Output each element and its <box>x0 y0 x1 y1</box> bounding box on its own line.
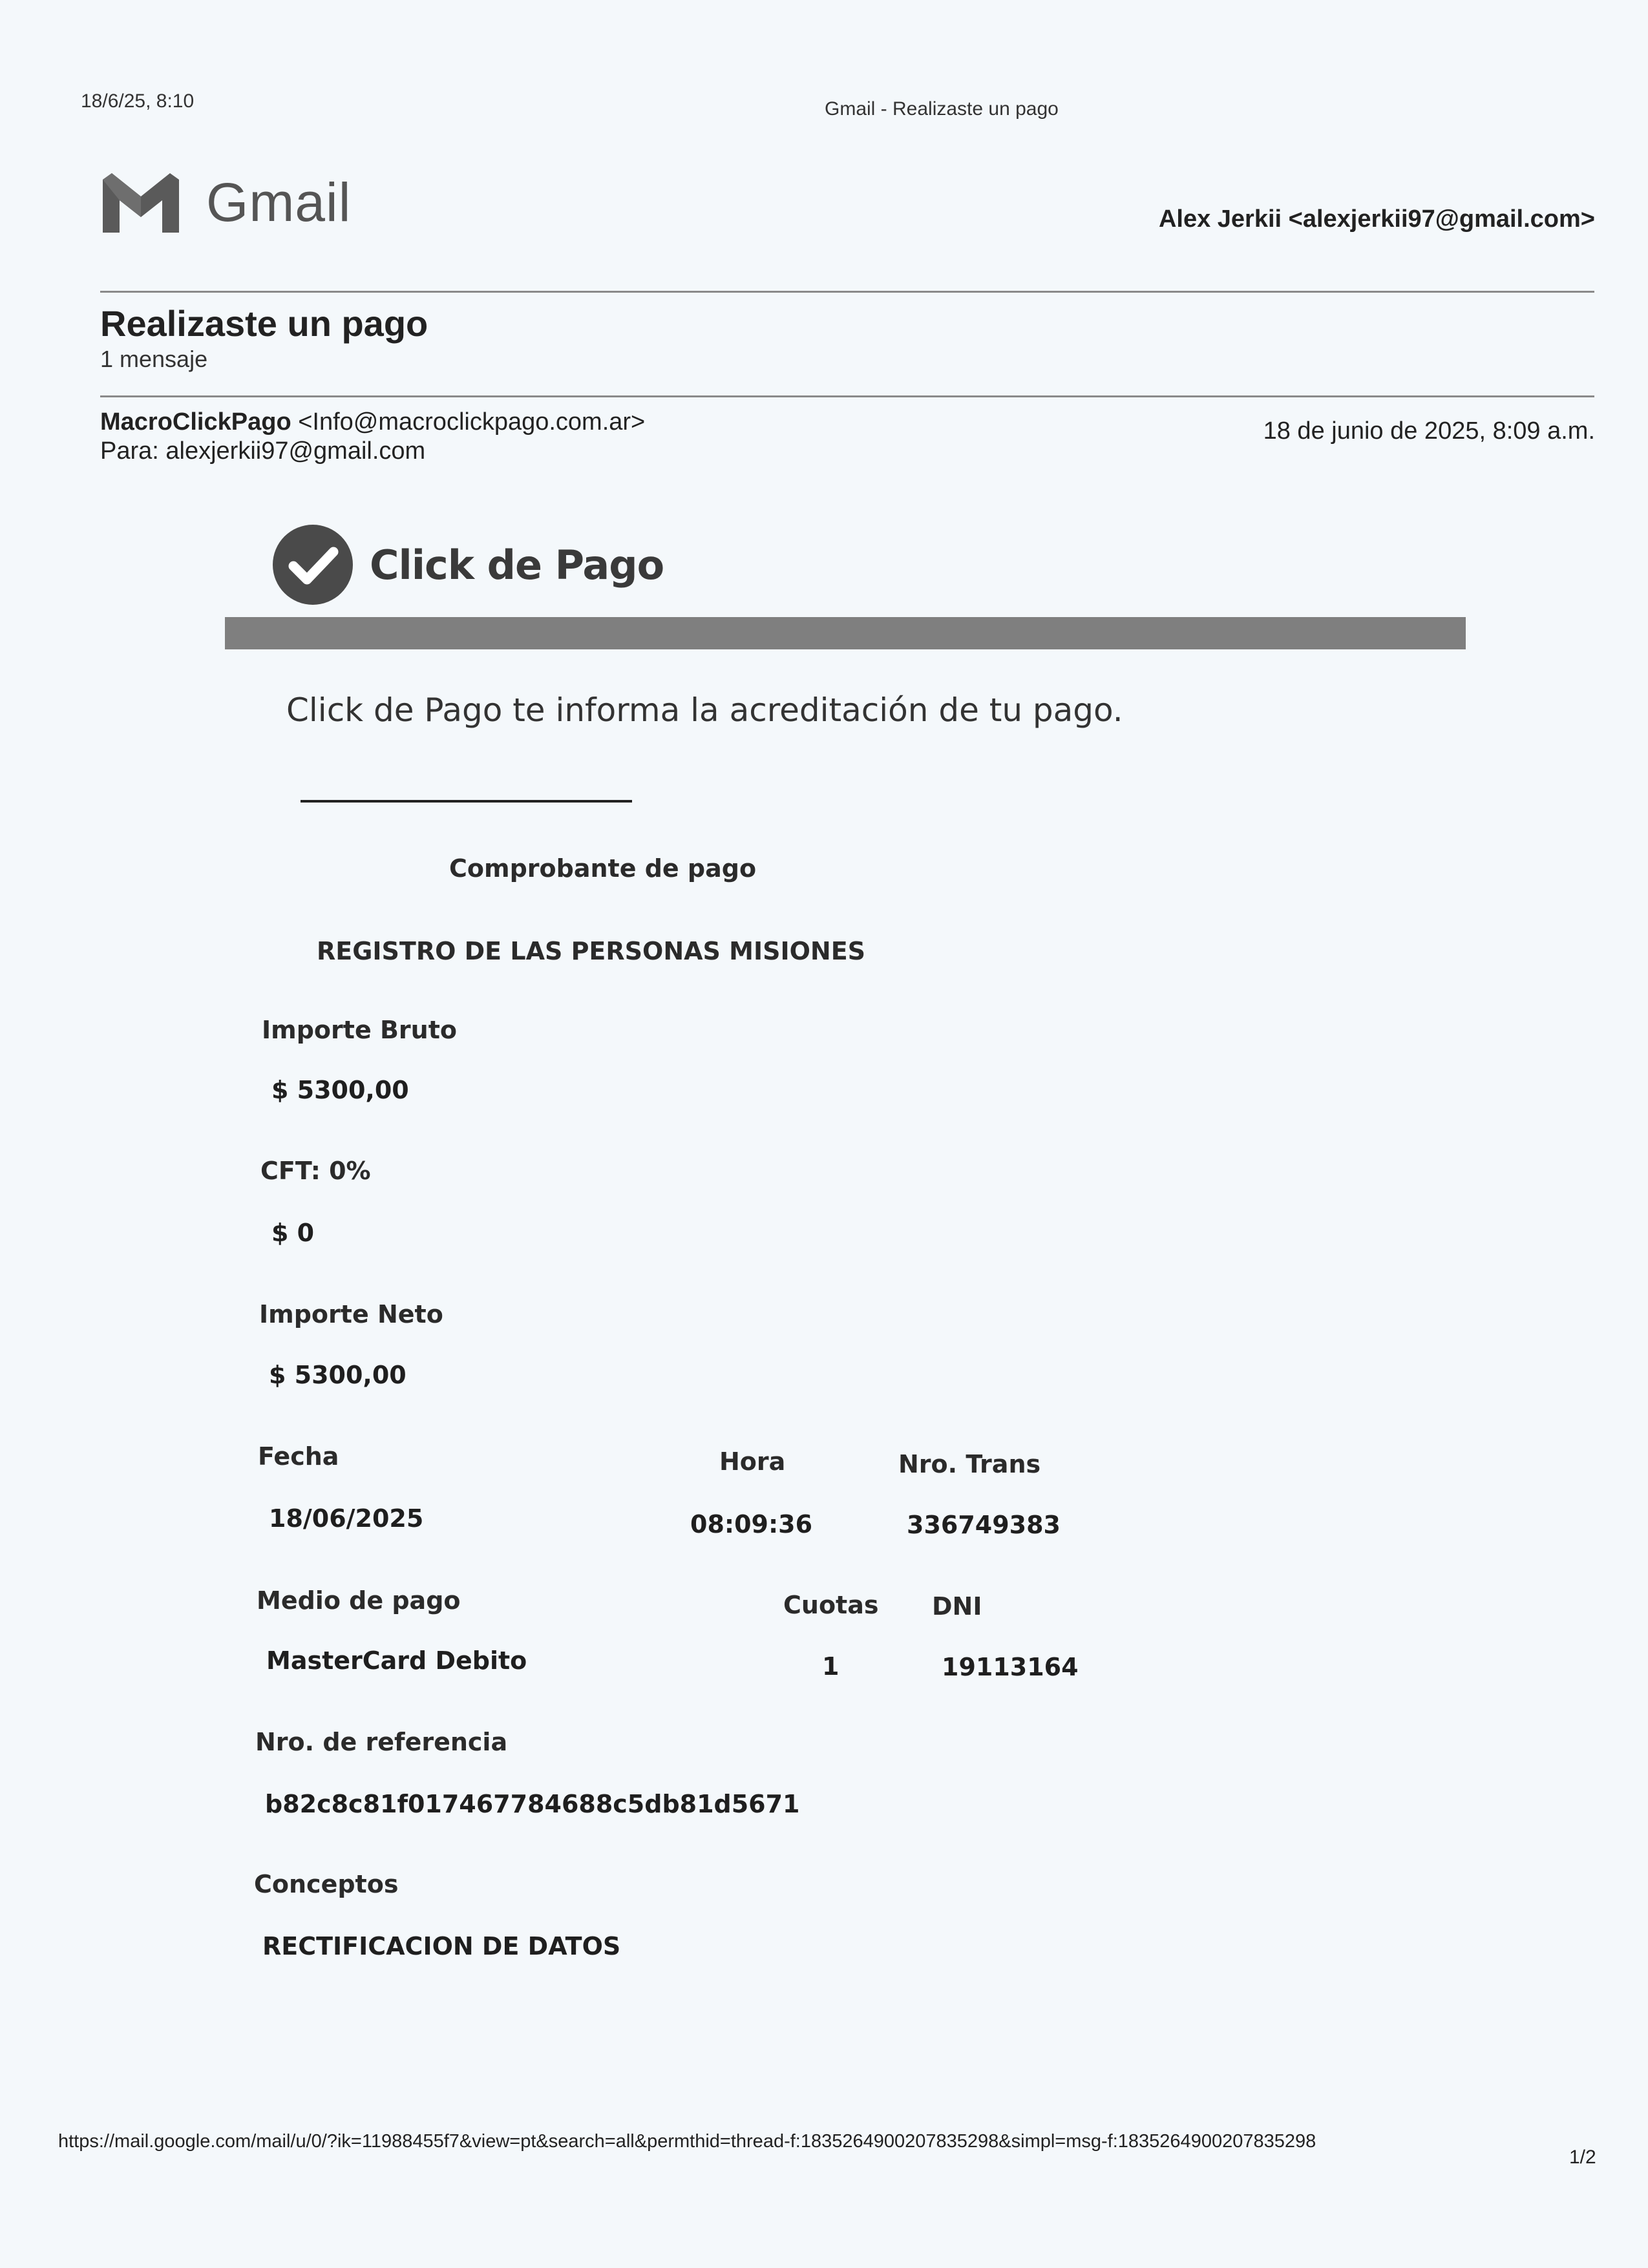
gmail-m-icon <box>100 172 182 234</box>
hora-value: 08:09:36 <box>690 1510 813 1538</box>
importe-neto-label: Importe Neto <box>259 1300 443 1328</box>
sender-email[interactable]: <Info@macroclickpago.com.ar> <box>298 408 646 436</box>
nro-trans-label: Nro. Trans <box>898 1450 1041 1478</box>
medio-label: Medio de pago <box>257 1586 461 1615</box>
message-date: 18 de junio de 2025, 8:09 a.m. <box>1263 417 1595 445</box>
click-de-pago-logo <box>271 523 664 606</box>
header-divider <box>100 291 1594 293</box>
footer-page: 1/2 <box>1569 2147 1596 2168</box>
referencia-label: Nro. de referencia <box>255 1728 508 1756</box>
check-circle-icon <box>271 523 354 606</box>
footer-url[interactable]: https://mail.google.com/mail/u/0/?ik=11988455f7&view=pt&search=all&permthid=thread-f:1835264900207835298&simpl=msg-f:1835264900207835298 <box>58 2131 1316 2152</box>
referencia-value: b82c8c81f017467784688c5db81d5671 <box>265 1790 800 1818</box>
cft-value: $ 0 <box>271 1219 315 1247</box>
receipt-title: Comprobante de pago <box>449 854 757 883</box>
importe-neto-value: $ 5300,00 <box>269 1361 407 1389</box>
section-underline <box>301 800 632 803</box>
fecha-value: 18/06/2025 <box>269 1504 424 1533</box>
brand-bar <box>225 617 1466 649</box>
gmail-wordmark: Gmail <box>206 172 352 233</box>
cuotas-label: Cuotas <box>783 1591 879 1619</box>
gmail-logo[interactable] <box>100 171 351 234</box>
fecha-label: Fecha <box>258 1442 339 1471</box>
brand-title: Click de Pago <box>370 541 664 589</box>
medio-value: MasterCard Debito <box>266 1646 527 1675</box>
importe-bruto-label: Importe Bruto <box>262 1016 457 1044</box>
sender-name: MacroClickPago <box>100 408 291 436</box>
nro-trans-value: 336749383 <box>907 1511 1061 1539</box>
thread-subject: Realizaste un pago <box>100 303 428 344</box>
print-page-title: Gmail - Realizaste un pago <box>825 98 1059 120</box>
cuotas-value: 1 <box>822 1652 840 1681</box>
subject-divider <box>100 395 1594 397</box>
account-label: Alex Jerkii <alexjerkii97@gmail.com> <box>1158 205 1595 233</box>
intro-text: Click de Pago te informa la acreditación de tu pago. <box>286 691 1123 729</box>
cft-label: CFT: 0% <box>260 1157 371 1185</box>
dni-value: 19113164 <box>942 1653 1079 1681</box>
sender <box>100 408 645 436</box>
entity-name: REGISTRO DE LAS PERSONAS MISIONES <box>317 937 866 965</box>
thread-count: 1 mensaje <box>100 346 208 372</box>
recipient: Para: alexjerkii97@gmail.com <box>100 437 426 465</box>
hora-label: Hora <box>719 1447 786 1476</box>
importe-bruto-value: $ 5300,00 <box>271 1076 409 1104</box>
dni-label: DNI <box>932 1592 982 1621</box>
conceptos-label: Conceptos <box>254 1870 399 1898</box>
conceptos-value: RECTIFICACION DE DATOS <box>262 1932 621 1960</box>
print-datetime: 18/6/25, 8:10 <box>81 90 195 112</box>
